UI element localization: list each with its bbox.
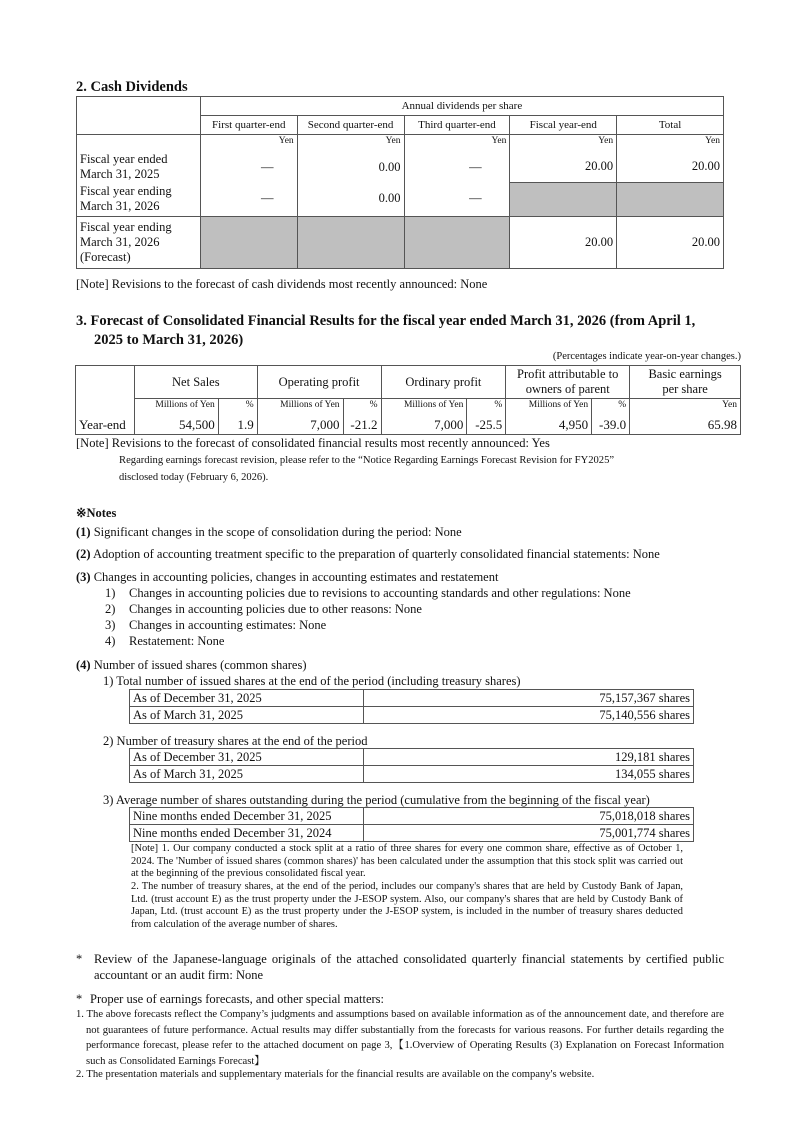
cell-na (617, 182, 724, 216)
cell-na (404, 216, 510, 268)
row-label: As of March 31, 2025 (130, 766, 364, 783)
row-label: Fiscal year ending March 31, 2026 (77, 182, 201, 216)
cell: 54,500 (134, 416, 218, 434)
row-label: As of December 31, 2025 (130, 690, 364, 707)
cell: 20.00 (617, 152, 724, 182)
notes-sub-item: 1) Changes in accounting policies due to revisions to accounting standards and other regulations: None (105, 586, 631, 600)
reference-mark-icon: ※ (76, 506, 87, 520)
forecast-title-line1: 3. Forecast of Consolidated Financial Results for the fiscal year ended March 31, 2026 (from April 1, (76, 313, 696, 329)
unit-label: Yen (510, 135, 617, 153)
cell: 129,181 shares (363, 749, 693, 766)
unit-label: Yen (630, 399, 741, 417)
group-header: Annual dividends per share (200, 97, 723, 116)
cell: 75,001,774 shares (363, 825, 693, 842)
percent-note: (Percentages indicate year-on-year changes.) (552, 351, 741, 362)
notes-sub-item: 4) Restatement: None (105, 634, 225, 648)
forecast-table (75, 365, 741, 435)
forecast-sub-note-line2: disclosed today (February 6, 2026). (119, 472, 269, 483)
cell: 1.9 (218, 416, 257, 434)
forecast-sub-note-line1: Regarding earnings forecast revision, please refer to the “Notice Regarding Earnings Forecast Revision for FY2025” (119, 455, 615, 466)
table-row (130, 690, 694, 707)
cell: 0.00 (297, 152, 404, 182)
row-label: As of December 31, 2025 (130, 749, 364, 766)
issued-shares-table (129, 689, 694, 724)
col-header: Third quarter-end (404, 116, 510, 135)
unit-label: Yen (404, 135, 510, 153)
cash-dividends-table (76, 96, 724, 269)
table-row (130, 825, 694, 842)
treasury-shares-title: 2) Number of treasury shares at the end of the period (103, 734, 368, 748)
issued-shares-title: 1) Total number of issued shares at the end of the period (including treasury shares) (103, 674, 521, 688)
unit-label: % (343, 399, 381, 417)
notes-item-3: (3) Changes in accounting policies, changes in accounting estimates and restatement (76, 570, 499, 584)
cell: -39.0 (592, 416, 630, 434)
cell: 134,055 shares (363, 766, 693, 783)
cell: 0.00 (297, 182, 404, 216)
unit-label: Millions of Yen (257, 399, 343, 417)
unit-label: Yen (200, 135, 297, 153)
header-eps: Basic earnings per share (630, 366, 741, 399)
cell-na (297, 216, 404, 268)
table-row (130, 808, 694, 825)
header-operating-profit: Operating profit (257, 366, 381, 399)
header-net-sales: Net Sales (134, 366, 257, 399)
corner-cell (76, 366, 135, 417)
cell: -21.2 (343, 416, 381, 434)
unit-label: % (218, 399, 257, 417)
notes-item-4: (4) Number of issued shares (common shares) (76, 658, 307, 672)
unit-label-cell (77, 135, 201, 153)
cell: 20.00 (510, 216, 617, 268)
notes-item-2: (2) Adoption of accounting treatment specific to the preparation of quarterly consolidated financial statements: None (76, 547, 660, 561)
notes-item-1: (1) Significant changes in the scope of consolidation during the period: None (76, 525, 462, 539)
table-row (130, 707, 694, 724)
treasury-shares-table (129, 748, 694, 783)
proper-use-title: Proper use of earnings forecasts, and other special matters: (90, 992, 384, 1006)
cell: -25.5 (467, 416, 506, 434)
unit-label: % (467, 399, 506, 417)
row-label: Nine months ended December 31, 2025 (130, 808, 364, 825)
unit-label: Millions of Yen (381, 399, 467, 417)
table-row (76, 416, 741, 434)
cell-na (510, 182, 617, 216)
average-shares-title: 3) Average number of shares outstanding during the period (cumulative from the beginning of the fiscal year) (103, 793, 650, 807)
cell: 7,000 (257, 416, 343, 434)
notes-sub-item: 2) Changes in accounting policies due to other reasons: None (105, 602, 422, 616)
unit-label: Yen (297, 135, 404, 153)
cell: 75,140,556 shares (363, 707, 693, 724)
cell: 75,018,018 shares (363, 808, 693, 825)
cell: 20.00 (617, 216, 724, 268)
unit-label: Yen (617, 135, 724, 153)
proper-use-item-2: 2. The presentation materials and supplementary materials for the financial results are available on the company's website. (76, 1069, 595, 1080)
cell: — (404, 152, 510, 182)
average-shares-table (129, 807, 694, 842)
dividends-note: [Note] Revisions to the forecast of cash dividends most recently announced: None (76, 277, 488, 291)
cell: 7,000 (381, 416, 467, 434)
forecast-title-line2: 2025 to March 31, 2026) (94, 332, 244, 348)
row-label: Fiscal year ended March 31, 2025 (77, 152, 201, 182)
notes-sub-item: 3) Changes in accounting estimates: None (105, 618, 327, 632)
review-mark: * (76, 952, 83, 966)
proper-use-item-1: 1. The above forecasts reflect the Company’s judgments and assumptions based on available information as of the announcement date, and therefore are not guarantees of future performance. Actual results may differ substantially from the forecasts for various reasons. For further details regarding the performance forecast, please refer to the attached document on page 3,【1.Overview of Operating Results (3) Explanation on Forecast Information such as Consolidated Earnings Forecast】 (76, 1009, 724, 1067)
header-ordinary-profit: Ordinary profit (381, 366, 506, 399)
unit-label: Millions of Yen (134, 399, 218, 417)
proper-use-mark: * (76, 992, 83, 1006)
cell: 65.98 (630, 416, 741, 434)
row-label: As of March 31, 2025 (130, 707, 364, 724)
row-label: Nine months ended December 31, 2024 (130, 825, 364, 842)
cell: 4,950 (506, 416, 592, 434)
cell: — (200, 152, 297, 182)
row-label: Year-end (76, 416, 135, 434)
col-header: Second quarter-end (297, 116, 404, 135)
cell: 20.00 (510, 152, 617, 182)
cell-na (200, 216, 297, 268)
table-row (77, 152, 724, 182)
table-row (130, 749, 694, 766)
review-text: Review of the Japanese-language originals of the attached consolidated quarterly financial statements by certified public accountant or an audit firm: None (94, 952, 724, 982)
row-label: Fiscal year ending March 31, 2026 (Forecast) (77, 216, 201, 268)
header-profit-attributable: Profit attributable to owners of parent (506, 366, 630, 399)
unit-label: Millions of Yen (506, 399, 592, 417)
col-header: First quarter-end (200, 116, 297, 135)
cell: — (404, 182, 510, 216)
cell: 75,157,367 shares (363, 690, 693, 707)
shares-note-2: 2. The number of treasury shares, at the end of the period, includes our company's shares that are held by Custody Bank of Japan, Ltd. (trust account E) as the trust property under the J-ESOP system. Also, our company's shares that are held by Custody Bank of Japan, Ltd. (trust account E) as the trust property under the J-ESOP system, is included in the number of treasury shares deducted from calculation of the average number of shares. (131, 881, 683, 930)
corner-cell (77, 97, 201, 135)
shares-note-1: [Note] 1. Our company conducted a stock split at a ratio of three shares for every one common share, effective as of October 1, 2024. The 'Number of issued shares (common shares)' has been calculated under the assumption that this stock split was carried out at the beginning of the previous consolidated fiscal year. (131, 843, 683, 880)
table-row (77, 182, 724, 216)
col-header: Total (617, 116, 724, 135)
cash-dividends-title: 2. Cash Dividends (76, 79, 188, 95)
table-row (130, 766, 694, 783)
unit-label: % (592, 399, 630, 417)
forecast-note: [Note] Revisions to the forecast of consolidated financial results most recently announced: Yes (76, 436, 550, 450)
table-row (77, 216, 724, 268)
cell: — (200, 182, 297, 216)
notes-title: ※Notes (76, 506, 117, 520)
col-header: Fiscal year-end (510, 116, 617, 135)
